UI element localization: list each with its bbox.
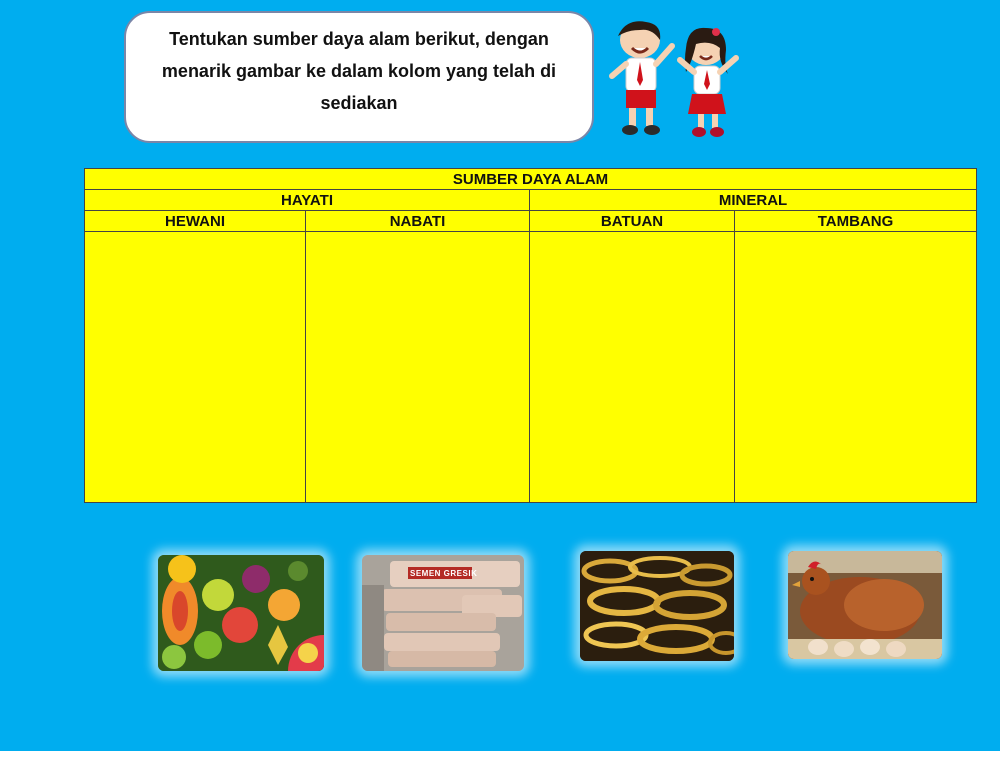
drop-zone-hewani[interactable] <box>85 232 306 503</box>
draggable-card-cement[interactable] <box>362 555 524 671</box>
fruits-image-icon <box>158 555 324 671</box>
cement-brand-label: SEMEN GRESIK <box>410 569 478 578</box>
column-tambang: TAMBANG <box>735 211 977 232</box>
column-batuan: BATUAN <box>530 211 735 232</box>
group-hayati: HAYATI <box>85 190 530 211</box>
gold-jewelry-image-icon <box>580 551 734 661</box>
instruction-text: Tentukan sumber daya alam berikut, dengan menarik gambar ke dalam kolom yang telah di sediakan <box>161 29 557 113</box>
draggable-card-gold[interactable] <box>580 551 734 661</box>
drop-zone-tambang[interactable] <box>735 232 977 503</box>
column-nabati: NABATI <box>306 211 530 232</box>
column-hewani: HEWANI <box>85 211 306 232</box>
group-mineral: MINERAL <box>530 190 977 211</box>
natural-resources-table <box>84 168 977 503</box>
drop-zone-batuan[interactable] <box>530 232 735 503</box>
table-title: SUMBER DAYA ALAM <box>85 169 977 190</box>
students-illustration-icon <box>606 18 742 144</box>
instruction-box <box>124 11 594 143</box>
chicken-eggs-image-icon <box>788 551 942 659</box>
draggable-card-fruits[interactable] <box>158 555 324 671</box>
draggable-card-chicken[interactable] <box>788 551 942 659</box>
drop-zone-nabati[interactable] <box>306 232 530 503</box>
